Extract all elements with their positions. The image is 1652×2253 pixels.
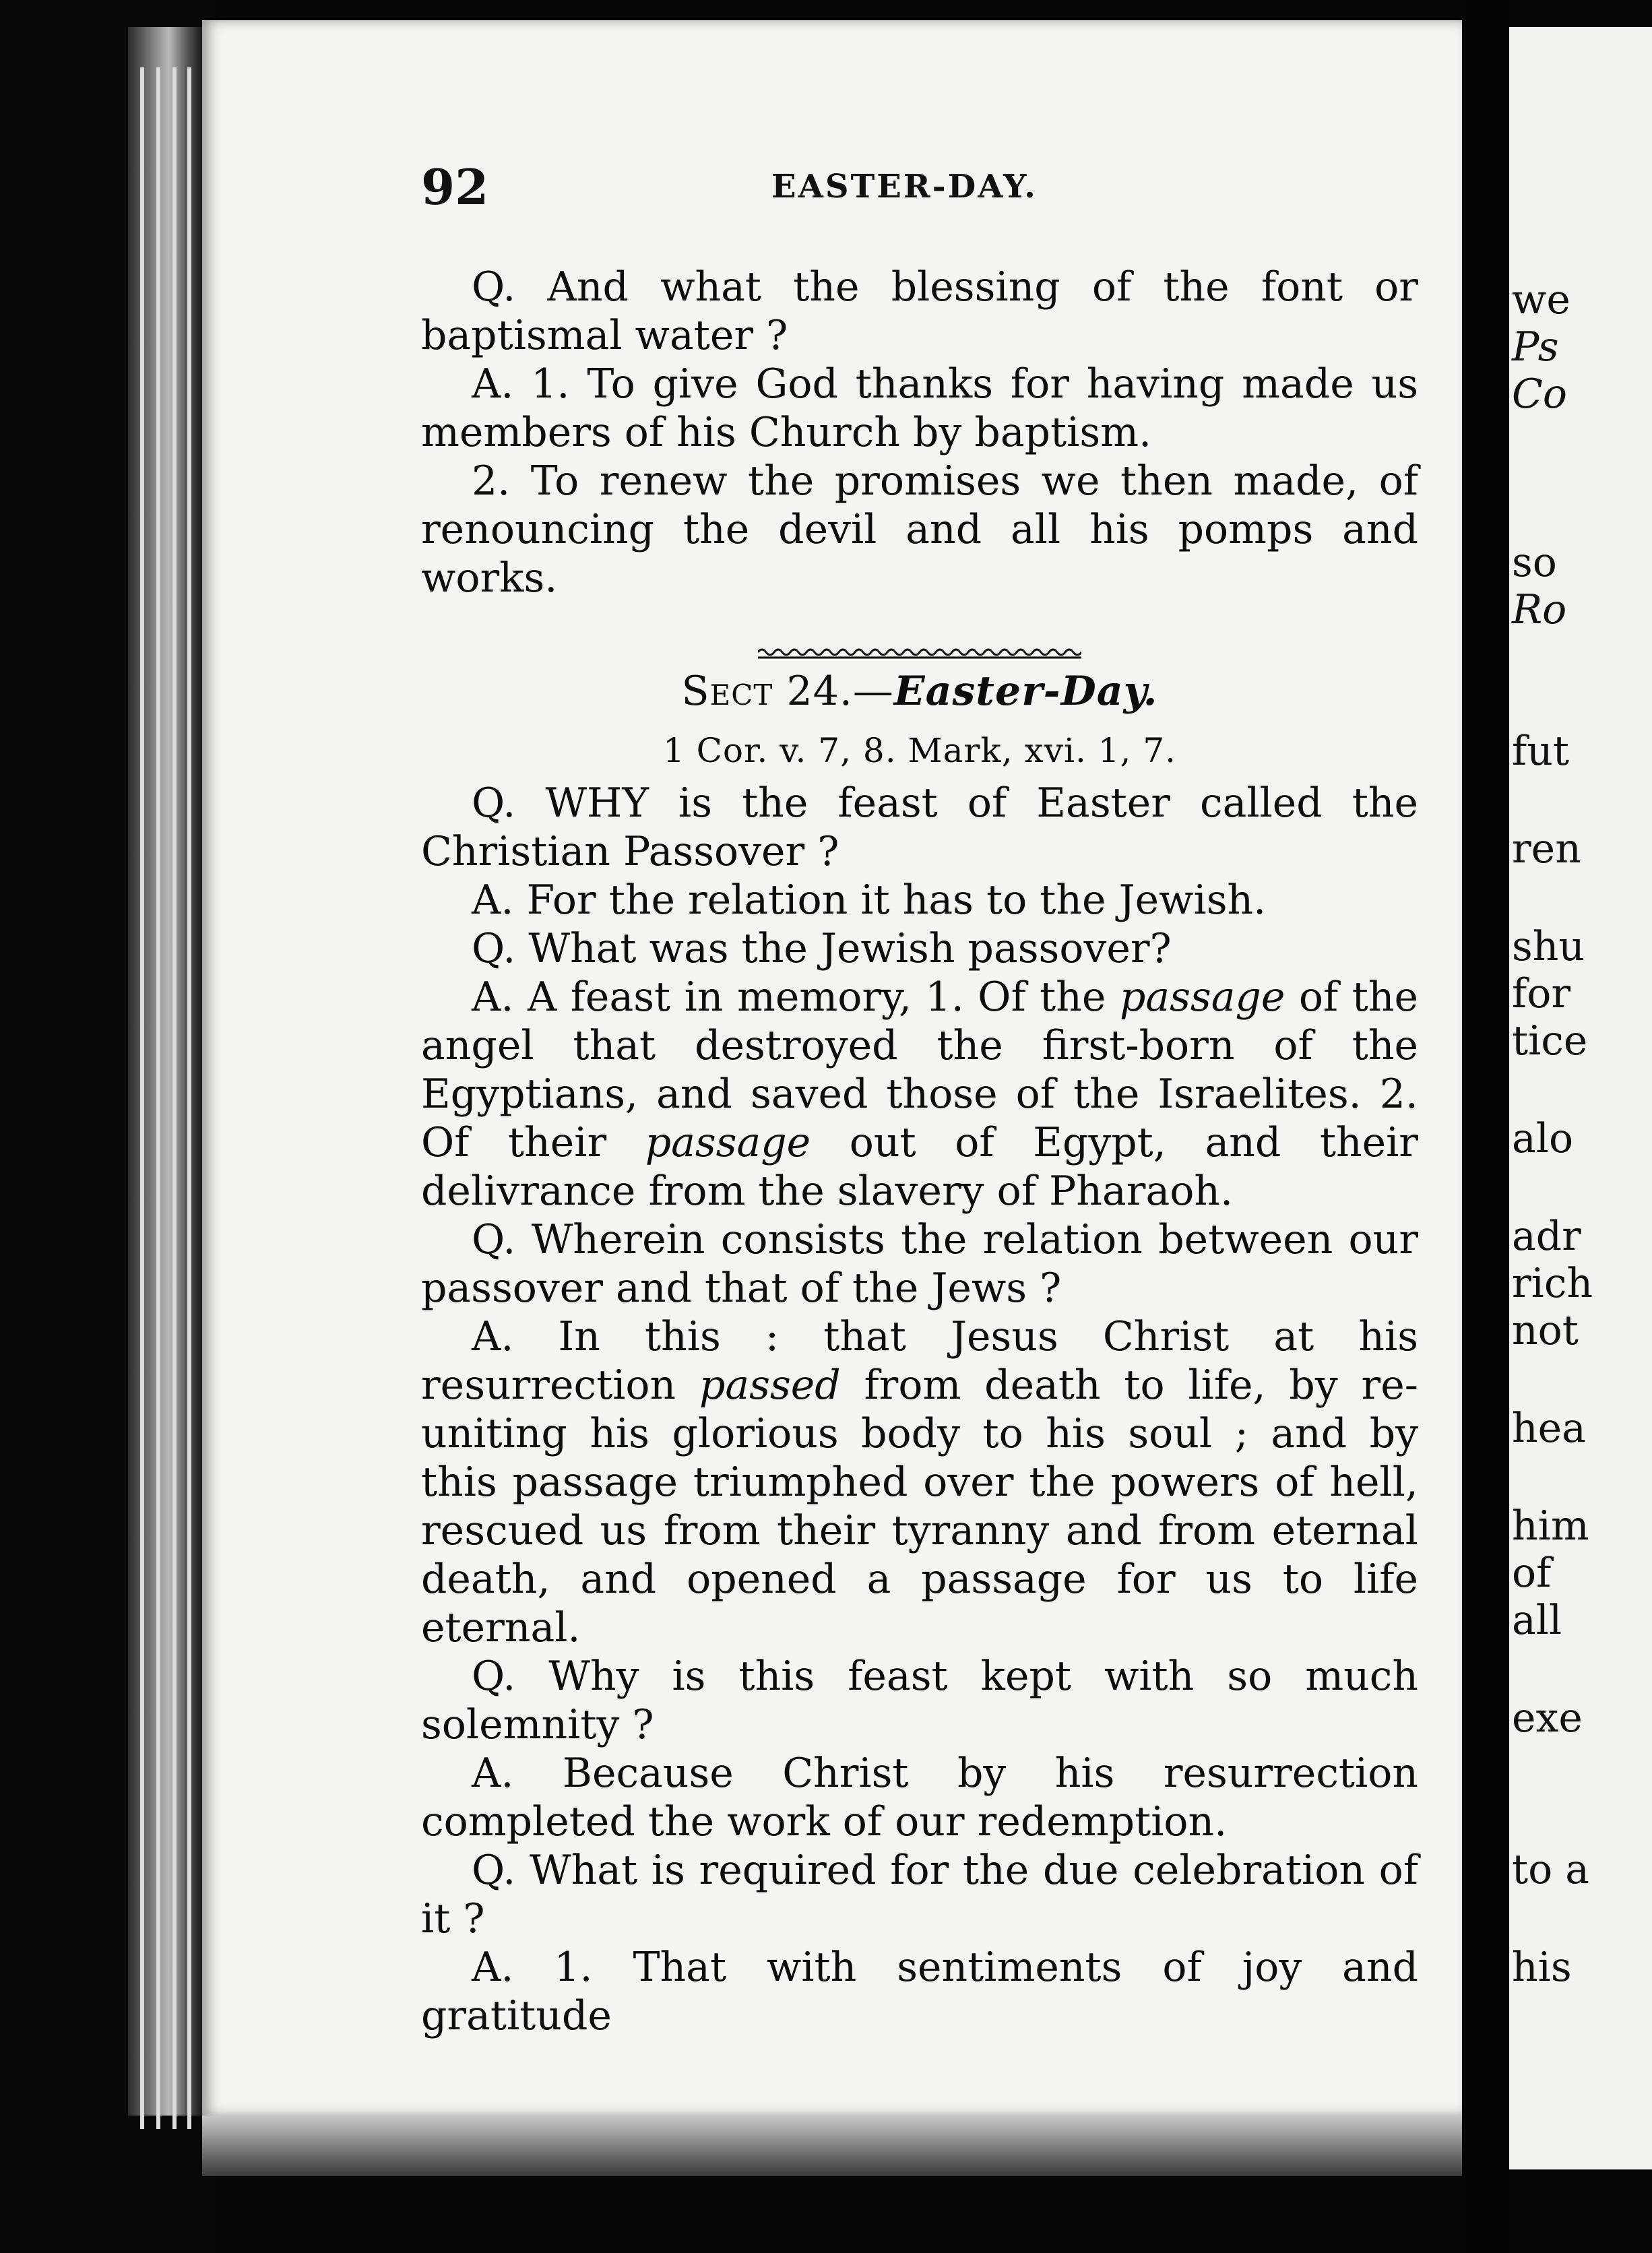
question-1: Q. WHY is the feast of Easter called the Christian Passover ? [421,780,1418,875]
facing-word: alo [1512,1115,1574,1162]
answer-1: A. For the relation it has to the Jewish. [472,877,1267,924]
page-edge-line [187,67,191,2129]
answer-2-text: A. A feast in memory, 1. Of the [472,974,1120,1021]
facing-word: him [1512,1502,1589,1550]
facing-word: not [1512,1307,1579,1354]
emphasis-passage: passage [1119,974,1285,1021]
page-edges [128,27,202,2116]
answer-3-text: from death to life, by re-uniting his glorious body to his soul ; and by this passage triumphed over the powers of hell, rescued us from their tyranny and from eternal death, and opened a passage for us to life eternal. [421,1362,1418,1651]
facing-word: adr [1512,1213,1581,1260]
answer-2-text: of the angel that destroyed the first-born of the Egyptians, and saved those of the Israelites. 2. Of their [421,974,1418,1166]
facing-word: to a [1512,1846,1590,1893]
page-bottom-shadow [202,2116,1482,2176]
question-5: Q. What is required for the due celebration of it ? [421,1847,1418,1942]
answer-3 [421,1312,1418,1652]
emphasis-passage: passage [645,1119,811,1166]
answer-2-text: out of Egypt, and their delivrance from the slavery of Pharaoh. [421,1119,1418,1215]
facing-word: so [1512,539,1557,586]
facing-word: Ps [1512,323,1559,371]
answer-2 [421,973,1418,1215]
facing-word: ren [1512,825,1581,872]
facing-word: his [1512,1944,1572,1991]
question-2: Q. What was the Jewish passover? [472,925,1172,972]
section-label: Sect [681,668,773,715]
answer-font-blessing-1: A. 1. To give God thanks for having made us members of his Church by baptism. [421,360,1418,456]
page-number: 92 [421,158,489,216]
scripture-citation: 1 Cor. v. 7, 8. Mark, xvi. 1, 7. [662,731,1177,770]
wavy-rule-icon [758,644,1081,664]
answer-font-blessing-2: 2. To renew the promises we then made, of renouncing the devil and all his pomps and works. [421,457,1418,602]
facing-word: of [1512,1550,1552,1597]
page-body [421,263,1418,2040]
section-heading [421,667,1418,716]
facing-word: all [1512,1597,1562,1644]
section-divider [421,627,1418,649]
emphasis-passed: passed [699,1362,841,1409]
page-edge-line [140,67,144,2129]
facing-word: fut [1512,728,1569,775]
question-4: Q. Why is this feast kept with so much solemnity ? [421,1653,1418,1748]
page-edge-line [156,67,160,2129]
facing-word: rich [1512,1260,1593,1307]
facing-word: shu [1512,923,1585,970]
facing-word: Ro [1512,586,1567,633]
section-number: 24.— [773,668,894,715]
answer-3-text: A. In this : that Jesus Christ at his resurrection [421,1313,1418,1409]
facing-word: hea [1512,1405,1586,1452]
facing-word: for [1512,970,1571,1017]
facing-word: tice [1512,1017,1588,1065]
facing-word: exe [1512,1694,1583,1742]
book-gutter [1462,0,1509,2253]
question-3: Q. Wherein consists the relation between our passover and that of the Jews ? [421,1216,1418,1312]
running-head: EASTER-DAY. [771,168,1038,205]
page-header [421,158,1418,219]
answer-4: A. Because Christ by his resurrection completed the work of our redemption. [421,1750,1418,1845]
facing-page [1509,27,1652,2169]
facing-word: Co [1512,371,1568,418]
page-edge-line [172,67,177,2129]
section-title: Easter-Day. [893,668,1158,715]
question-font-blessing: Q. And what the blessing of the font or baptismal water ? [421,263,1418,359]
facing-word: we [1512,276,1570,323]
answer-5: A. 1. That with sentiments of joy and gratitude [421,1944,1418,2039]
